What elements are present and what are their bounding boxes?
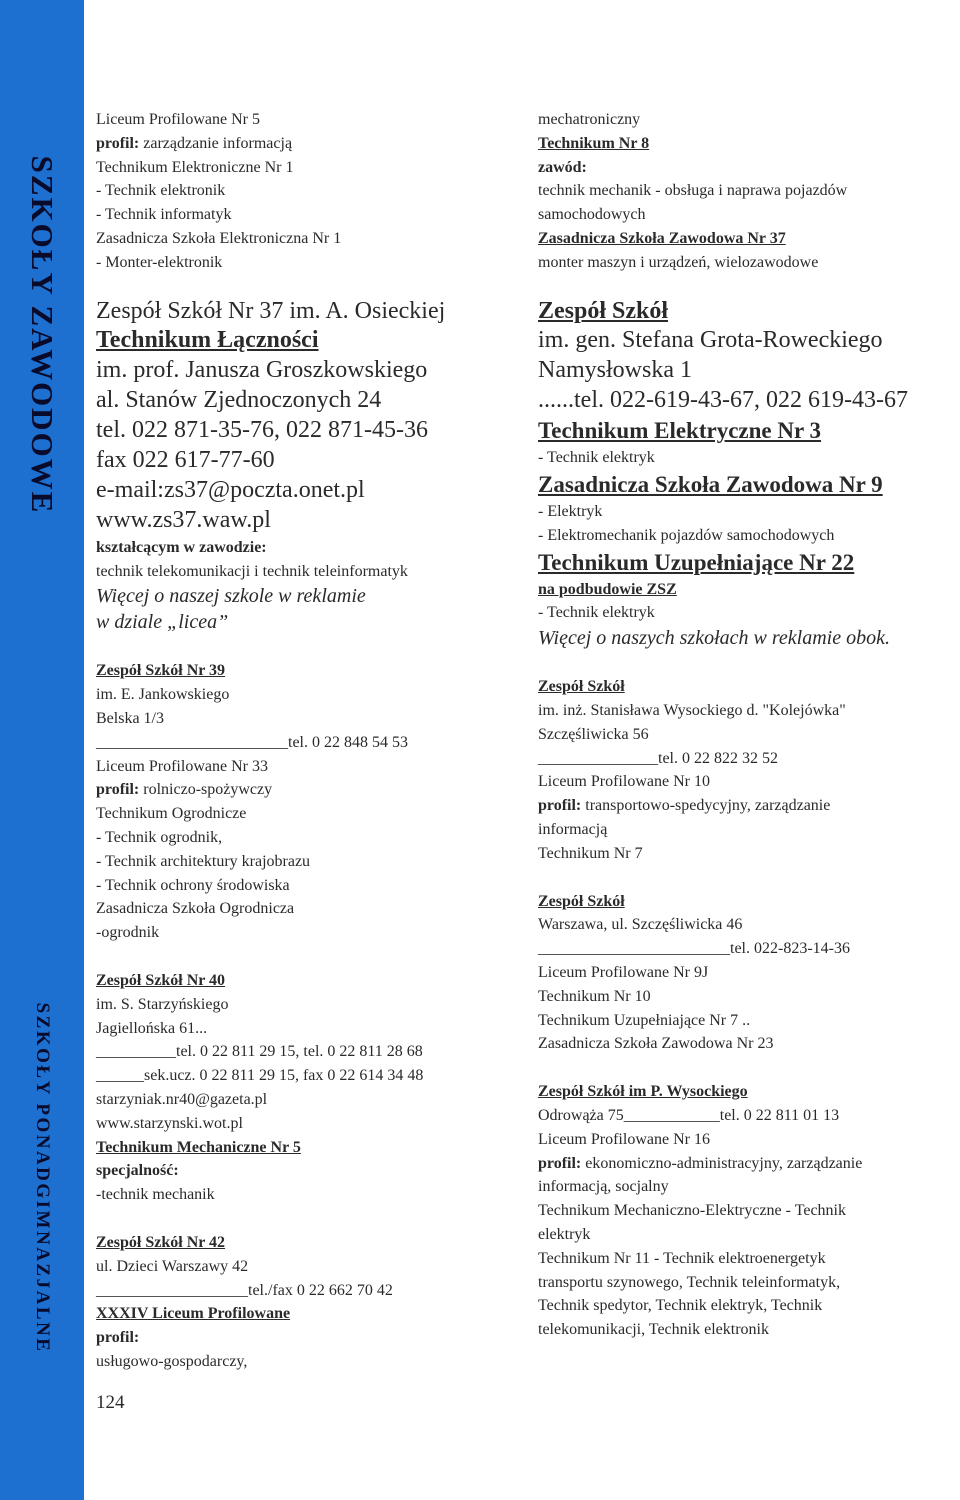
website: www.starzynski.wot.pl <box>96 1114 243 1132</box>
text-line: Zasadnicza Szkoła Elektroniczna Nr 1 <box>96 229 342 247</box>
school-name: Zespół Szkół <box>538 892 625 910</box>
patron: im. S. Starzyńskiego <box>96 995 229 1013</box>
school-name: Zespół Szkół Nr 40 <box>96 971 226 989</box>
text-line: Technikum Nr 10 <box>538 987 651 1005</box>
school-heading: Technikum Mechaniczne Nr 5 <box>96 1138 301 1156</box>
more-info: w dziale „licea” <box>96 611 229 634</box>
school-heading: Technikum Nr 8 <box>538 134 650 152</box>
spec-label: specjalność: <box>96 1162 179 1180</box>
text-line: informacją <box>538 820 608 838</box>
text-line: telekomunikacji, Technik elektronik <box>538 1321 769 1339</box>
profil-label: profil: <box>96 134 140 152</box>
profil-label: profil: <box>538 1154 582 1172</box>
profil-value: ekonomiczno-administracyjny, zarządzanie <box>585 1154 863 1172</box>
text-line: Zasadnicza Szkoła Zawodowa Nr 23 <box>538 1035 774 1053</box>
profil-label: profil: <box>96 781 140 799</box>
profil-value: zarządzanie informacją <box>143 134 293 152</box>
text-line: - Elektromechanik pojazdów samochodowych <box>538 526 835 544</box>
text-line: Technikum Nr 7 <box>538 844 643 862</box>
phone: ......tel. 022-619-43-67, 022 619-43-67 <box>538 387 908 414</box>
address: al. Stanów Zjednoczonych 24 <box>96 387 382 414</box>
text-line: monter maszyn i urządzeń, wielozawodowe <box>538 253 819 271</box>
text-line <box>96 778 516 802</box>
profil-label: profil: <box>96 1329 140 1347</box>
website: www.zs37.waw.pl <box>96 506 271 533</box>
text-line: - Technik informatyk <box>96 206 232 224</box>
address: Belska 1/3 <box>96 710 164 728</box>
text-line <box>96 132 516 156</box>
phone: tel. 022 871-35-76, 022 871-45-36 <box>96 417 428 444</box>
patron: im. prof. Janusza Groszkowskiego <box>96 357 428 384</box>
text-line: Zasadnicza Szkoła Ogrodnicza <box>96 900 295 918</box>
text-line: transportu szynowego, Technik teleinformatyk, <box>538 1273 841 1291</box>
phone: _______________tel. 0 22 822 32 52 <box>538 749 778 767</box>
profil-value: transportowo-spedycyjny, zarządzanie <box>585 797 831 815</box>
profession-list: technik telekomunikacji i technik teleinformatyk <box>96 562 408 580</box>
text-line: - Elektryk <box>538 503 603 520</box>
sidebar-main-title: SZKOŁY ZAWODOWE <box>25 155 60 515</box>
school-heading: Zasadnicza Szkoła Zawodowa Nr 37 <box>538 229 786 247</box>
left-column <box>96 108 516 1374</box>
text-line: informacją, socjalny <box>538 1178 669 1196</box>
address: ul. Dzieci Warszawy 42 <box>96 1257 249 1275</box>
text-line: - Technik architektury krajobrazu <box>96 852 311 870</box>
text-line: - Technik ochrony środowiska <box>96 876 290 894</box>
email: e-mail:zs37@poczta.onet.pl <box>96 477 365 504</box>
school-name: Zespół Szkół Nr 42 <box>96 1233 226 1251</box>
text-line: Liceum Profilowane Nr 9J <box>538 963 709 981</box>
text-line: - Technik elektryk <box>538 449 655 467</box>
text-line <box>538 1152 948 1176</box>
more-info: Więcej o naszych szkołach w reklamie obok. <box>538 627 890 650</box>
school-heading: Technikum Uzupełniające Nr 22 <box>538 549 855 575</box>
phone: ______sek.ucz. 0 22 811 29 15, fax 0 22 614 34 48 <box>96 1067 424 1085</box>
profession-label: zawód: <box>538 158 587 176</box>
text-line: Technikum Nr 11 - Technik elektroenergetyk <box>538 1249 826 1267</box>
text-line: - Monter-elektronik <box>96 253 223 271</box>
text-line: - Technik elektryk <box>538 604 655 622</box>
text-line: na podbudowie ZSZ <box>538 580 677 598</box>
text-line: Liceum Profilowane Nr 5 <box>96 111 260 128</box>
patron: im. E. Jankowskiego <box>96 686 230 704</box>
patron: im. gen. Stefana Grota-Roweckiego <box>538 327 883 354</box>
phone: ___________________tel./fax 0 22 662 70 42 <box>96 1281 393 1299</box>
text-line: -ogrodnik <box>96 924 160 942</box>
text-line: technik mechanik - obsługa i naprawa pojazdów <box>538 182 848 200</box>
sidebar <box>0 0 84 1500</box>
right-column <box>538 108 948 1342</box>
school-heading: XXXIV Liceum Profilowane <box>96 1305 291 1323</box>
text-line: Liceum Profilowane Nr 16 <box>538 1130 710 1148</box>
school-name: Zespół Szkół Nr 37 im. A. Osieckiej <box>96 297 446 324</box>
text-line: samochodowych <box>538 206 646 224</box>
school-heading: Zasadnicza Szkoła Zawodowa Nr 9 <box>538 472 883 497</box>
text-line: Technik spedytor, Technik elektryk, Technik <box>538 1297 823 1315</box>
sidebar-sub-title: SZKOŁY PONADGIMNAZJALNE <box>32 1002 53 1354</box>
school-heading: Technikum Łączności <box>96 327 319 354</box>
phone: ________________________tel. 0 22 848 54 53 <box>96 733 408 751</box>
address: Szczęśliwicka 56 <box>538 725 649 743</box>
text-line: Liceum Profilowane Nr 33 <box>96 757 268 775</box>
phone: Odrowąża 75____________tel. 0 22 811 01 13 <box>538 1106 840 1124</box>
text-line: Technikum Uzupełniające Nr 7 .. <box>538 1011 751 1029</box>
text-line: Technikum Elektroniczne Nr 1 <box>96 158 294 176</box>
page-number: 124 <box>96 1392 125 1413</box>
school-name: Zespół Szkół im P. Wysockiego <box>538 1083 748 1101</box>
profession-label: kształcącym w zawodzie: <box>96 538 267 556</box>
phone: ________________________tel. 022-823-14-36 <box>538 940 850 958</box>
address: Warszawa, ul. Szczęśliwicka 46 <box>538 916 743 934</box>
text-line <box>538 794 948 818</box>
profil-label: profil: <box>538 797 582 815</box>
fax: fax 022 617-77-60 <box>96 447 275 474</box>
patron: im. inż. Stanisława Wysockiego d. "Kolejówka" <box>538 701 846 719</box>
school-name: Zespół Szkół Nr 39 <box>96 662 226 680</box>
profil-value: rolniczo-spożywczy <box>143 781 273 799</box>
text-line: elektryk <box>538 1225 591 1243</box>
text-line: - Technik elektronik <box>96 182 226 200</box>
text-line: -technik mechanik <box>96 1186 215 1204</box>
text-line: Technikum Ogrodnicze <box>96 805 247 823</box>
text-line: Liceum Profilowane Nr 10 <box>538 773 710 791</box>
address: Namysłowska 1 <box>538 357 692 384</box>
email: starzyniak.nr40@gazeta.pl <box>96 1090 268 1108</box>
profil-value: usługowo-gospodarczy, <box>96 1352 248 1370</box>
text-line: Technikum Mechaniczno-Elektryczne - Technik <box>538 1202 846 1220</box>
school-heading: Technikum Elektryczne Nr 3 <box>538 418 822 444</box>
phone: __________tel. 0 22 811 29 15, tel. 0 22 811 28 68 <box>96 1043 423 1061</box>
school-name: Zespół Szkół <box>538 678 625 696</box>
address: Jagiellońska 61... <box>96 1019 208 1037</box>
school-name: Zespół Szkół <box>538 297 669 324</box>
more-info: Więcej o naszej szkole w reklamie <box>96 585 366 608</box>
text-line: mechatroniczny <box>538 111 641 128</box>
text-line: - Technik ogrodnik, <box>96 829 223 846</box>
